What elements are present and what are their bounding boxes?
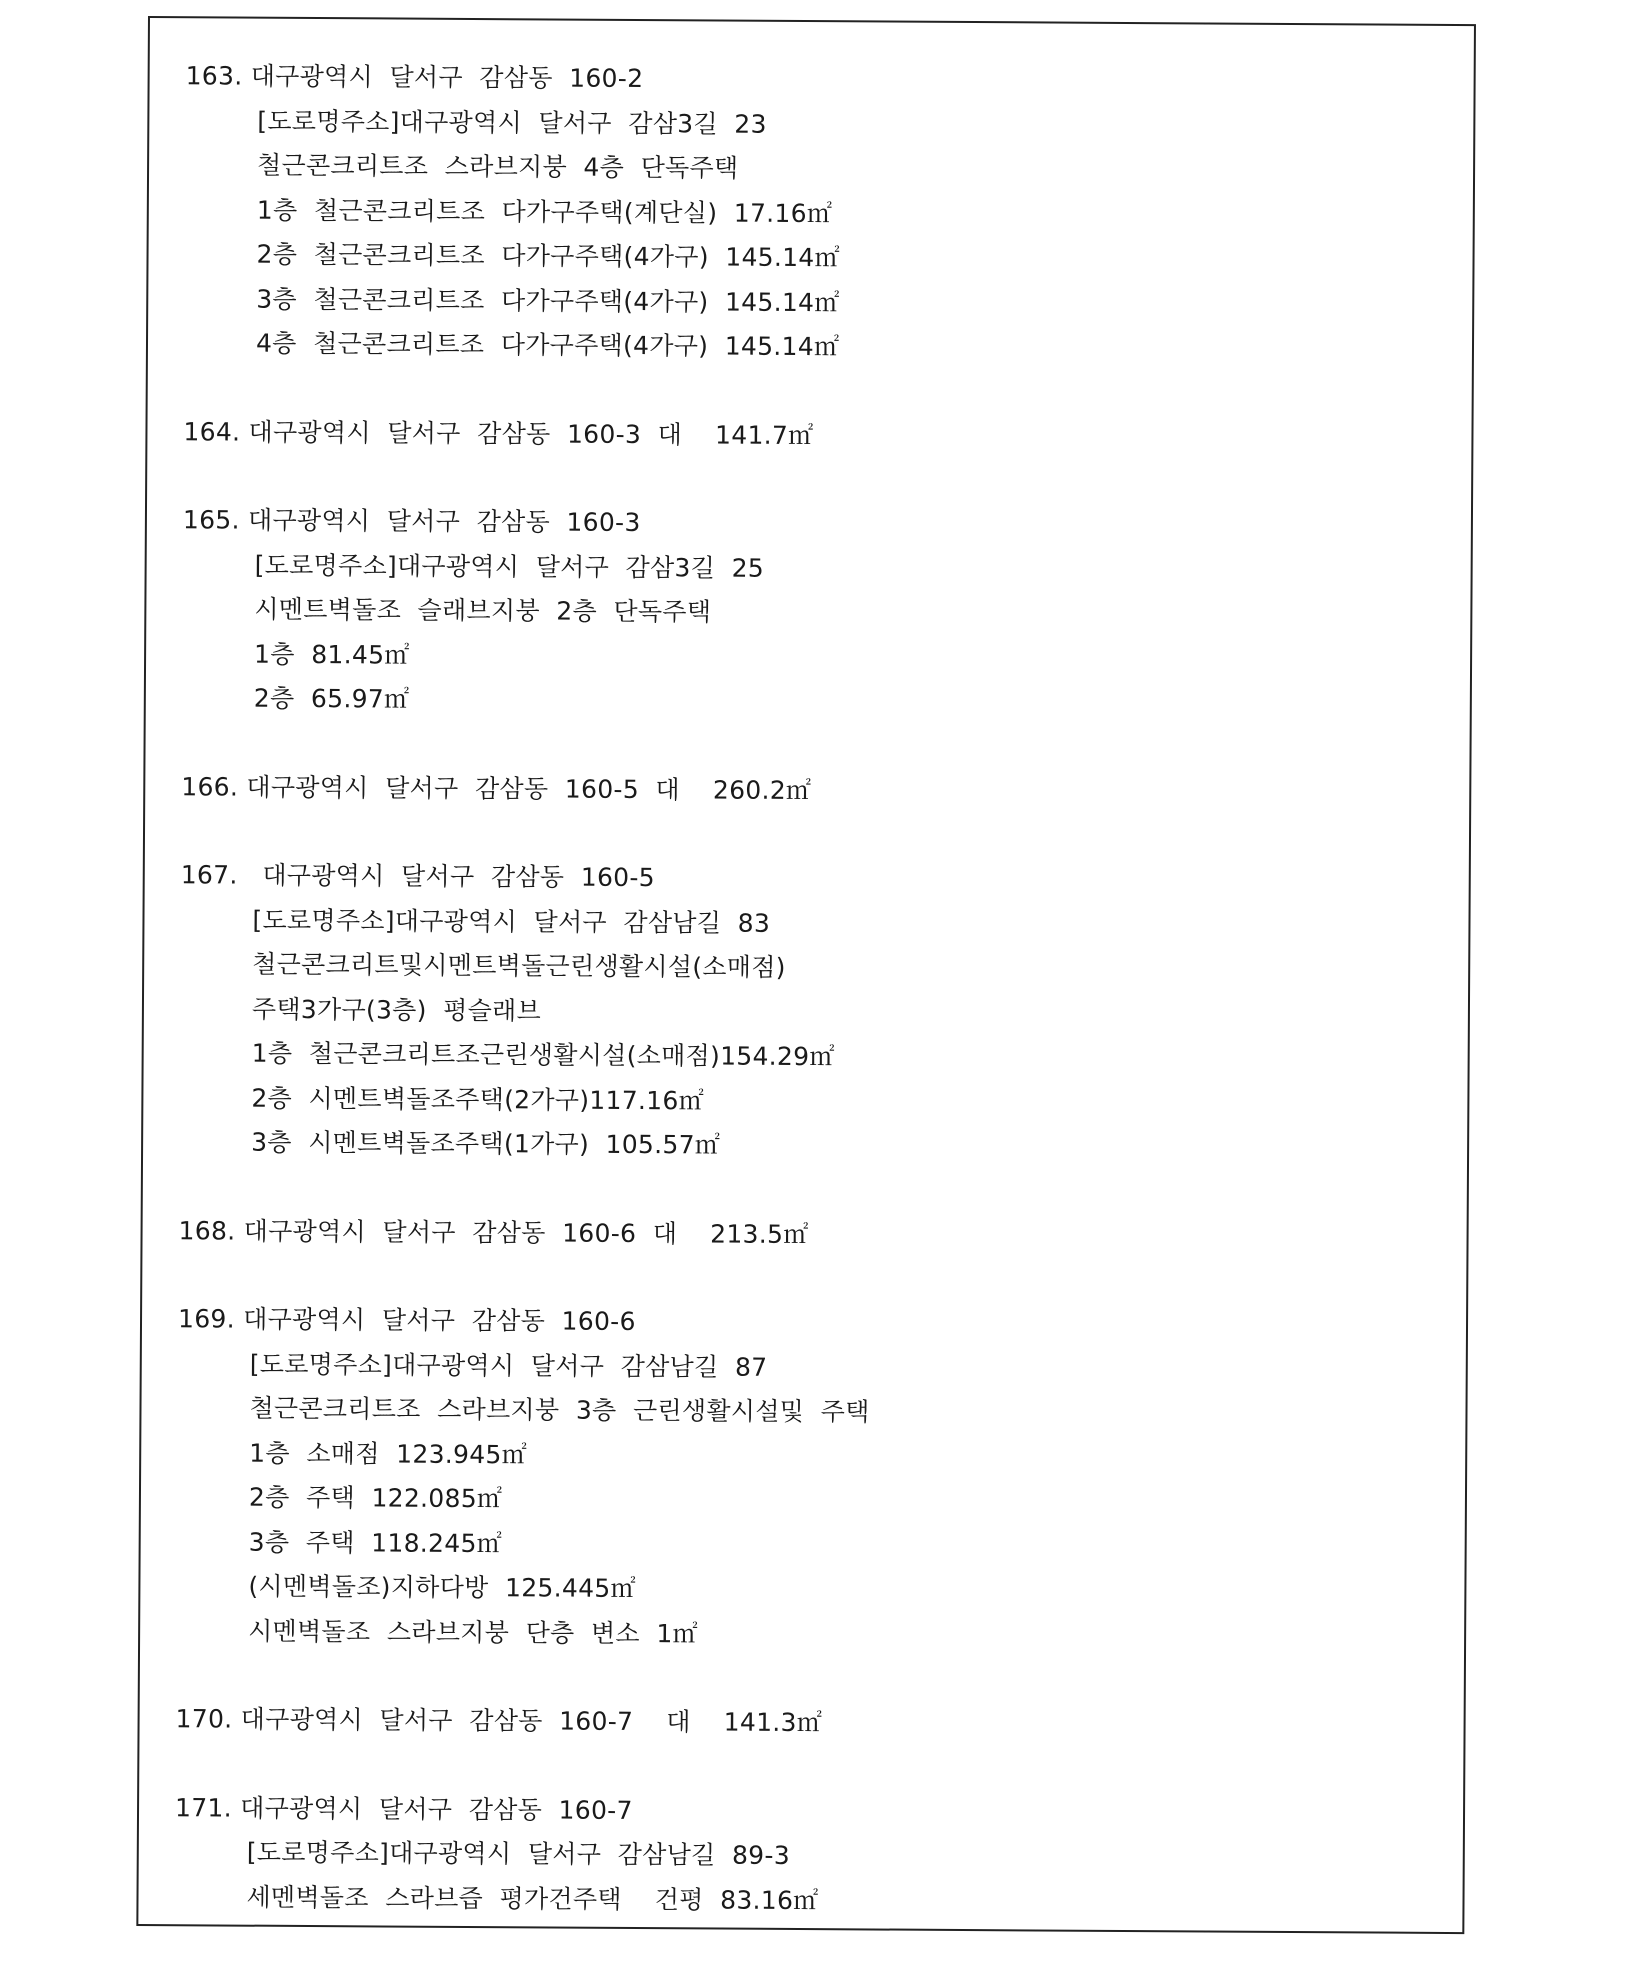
entry-heading <box>178 1297 1446 1349</box>
entry-detail-line: 1층 철근콘크리트조근린생활시설(소매점)154.29㎡ <box>251 1038 835 1072</box>
entry-address: 대구광역시 달서구 감삼동 160-2 <box>250 61 644 94</box>
entry-detail-line: [도로명주소]대구광역시 달서구 감삼남길 89-3 <box>246 1837 791 1870</box>
entry-heading <box>175 1786 1443 1838</box>
property-entry <box>175 1697 1443 1749</box>
document-page <box>136 16 1476 1934</box>
entry-detail-line: 주택3가구(3층) 평슬래브 <box>251 994 542 1025</box>
entry-detail-line: 시멘벽돌조 스라브지붕 단층 변소 1㎡ <box>248 1616 699 1648</box>
entry-detail-line: 2층 시멘트벽돌조주택(2가구)117.16㎡ <box>251 1083 705 1115</box>
entry-detail-line: 3층 시멘트벽돌조주택(1가구) 105.57㎡ <box>251 1127 721 1160</box>
entry-number: 167. <box>180 860 238 890</box>
entry-address: 대구광역시 달서구 감삼동 160-5 대 260.2㎡ <box>246 772 812 805</box>
entry-detail-line: [도로명주소]대구광역시 달서구 감삼3길 23 <box>257 106 767 139</box>
property-entry <box>183 410 1451 462</box>
entry-number: 164. <box>183 416 241 447</box>
entry-detail-line: 1층 소매점 123.945㎡ <box>249 1438 528 1469</box>
entry-detail-line: 2층 65.97㎡ <box>253 683 410 714</box>
entry-number: 170. <box>175 1704 233 1734</box>
property-entry <box>178 1209 1446 1261</box>
entry-address: 대구광역시 달서구 감삼동 160-6 <box>243 1304 636 1337</box>
entry-detail-line: [도로명주소]대구광역시 달서구 감삼남길 83 <box>252 905 771 938</box>
property-entry <box>181 765 1449 817</box>
entry-number: 171. <box>174 1792 233 1823</box>
entry-detail-line: 1층 81.45㎡ <box>254 639 410 670</box>
entry-detail-line: 세멘벽돌조 스라브즙 평가건주택 건평 83.16㎡ <box>246 1882 819 1915</box>
entry-number: 166. <box>181 771 239 802</box>
entry-heading <box>181 853 1449 905</box>
entry-heading <box>185 54 1453 106</box>
entry-detail-line: 철근콘크리트및시멘트벽돌근린생활시설(소매점) <box>252 949 786 982</box>
entry-detail-line: (시멘벽돌조)지하다방 125.445㎡ <box>248 1571 636 1604</box>
property-entry <box>184 54 1454 373</box>
property-entry <box>182 498 1451 728</box>
entry-heading <box>178 1209 1446 1261</box>
property-entry <box>176 1297 1446 1661</box>
entry-heading <box>183 410 1451 462</box>
entry-detail-line: [도로명주소]대구광역시 달서구 감삼3길 25 <box>254 550 765 583</box>
entry-detail-line: [도로명주소]대구광역시 달서구 감삼남길 87 <box>249 1349 768 1382</box>
entry-number: 168. <box>178 1215 236 1246</box>
entry-address: 대구광역시 달서구 감삼동 160-5 <box>245 860 656 893</box>
entry-detail-line: 4층 철근콘크리트조 다가구주택(4가구) 145.14㎡ <box>255 328 840 362</box>
entry-detail-line: 2층 주택 122.085㎡ <box>248 1482 503 1514</box>
property-list <box>174 54 1454 1971</box>
entry-heading <box>175 1697 1443 1749</box>
property-entry <box>179 853 1449 1172</box>
entry-detail-line: 철근콘크리트조 스라브지붕 3층 근린생활시설및 주택 <box>249 1393 870 1427</box>
entry-address: 대구광역시 달서구 감삼동 160-7 대 141.3㎡ <box>240 1704 823 1738</box>
entry-address: 대구광역시 달서구 감삼동 160-3 <box>247 505 641 538</box>
entry-number: 169. <box>177 1304 236 1334</box>
entry-heading <box>181 765 1449 817</box>
entry-detail-line: 3층 철근콘크리트조 다가구주택(4가구) 145.14㎡ <box>256 284 840 317</box>
entry-detail-line: 2층 철근콘크리트조 다가구주택(4가구) 145.14㎡ <box>256 239 840 273</box>
entry-number: 165. <box>182 505 240 535</box>
entry-detail-line: 시멘트벽돌조 슬래브지붕 2층 단독주택 <box>254 594 712 627</box>
entry-address: 대구광역시 달서구 감삼동 160-3 대 141.7㎡ <box>248 417 814 450</box>
entry-number: 163. <box>185 61 243 91</box>
entry-heading <box>183 498 1451 550</box>
entry-detail-line: 철근콘크리트조 스라브지붕 4층 단독주택 <box>257 150 739 183</box>
entry-address: 대구광역시 달서구 감삼동 160-6 대 213.5㎡ <box>243 1216 809 1249</box>
entry-detail-line: 1층 철근콘크리트조 다가구주택(계단실) 17.16㎡ <box>256 195 833 228</box>
entry-detail-line: 3층 주택 118.245㎡ <box>248 1527 503 1558</box>
property-entry <box>174 1786 1443 1927</box>
entry-address: 대구광역시 달서구 감삼동 160-7 <box>240 1793 633 1825</box>
